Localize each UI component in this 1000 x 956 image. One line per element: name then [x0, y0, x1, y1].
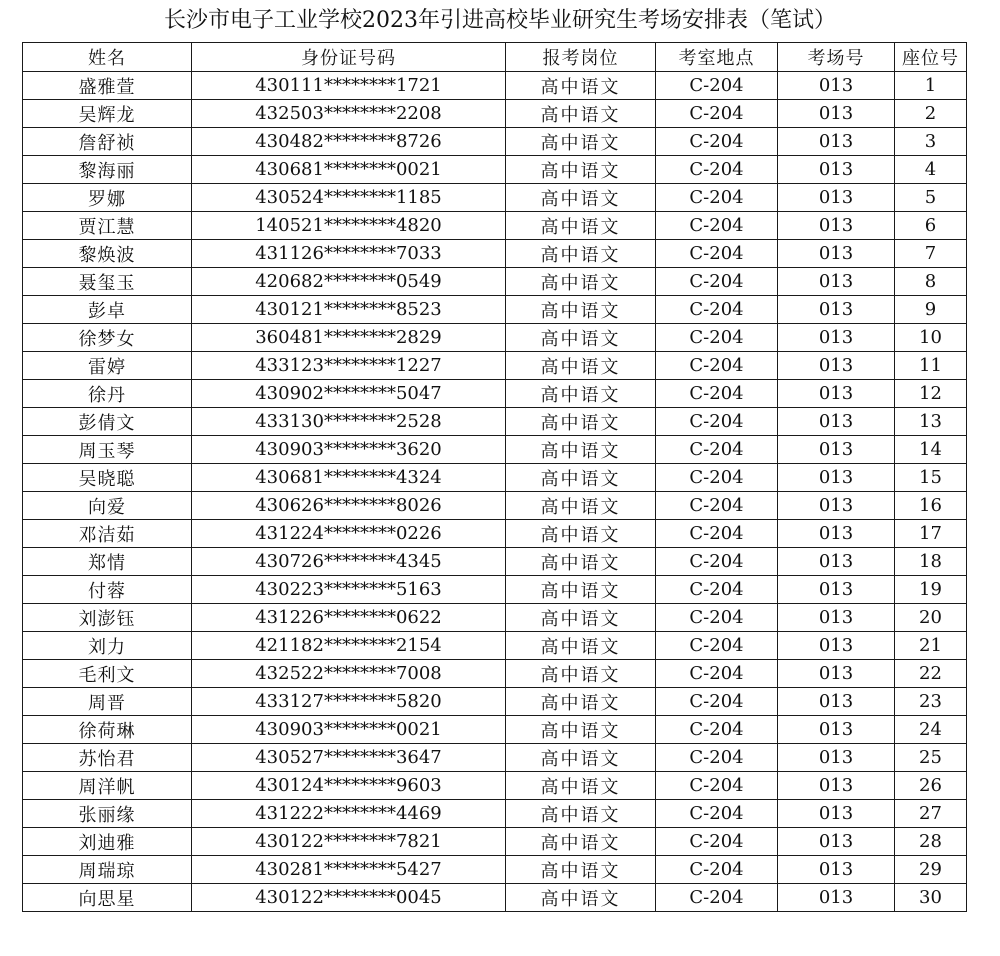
cell-room-location: C-204 — [656, 772, 778, 800]
cell-session-number: 013 — [778, 464, 895, 492]
cell-id-number: 420682********0549 — [192, 268, 506, 296]
cell-position: 高中语文 — [506, 324, 656, 352]
cell-position: 高中语文 — [506, 72, 656, 100]
cell-session-number: 013 — [778, 716, 895, 744]
cell-name: 付蓉 — [23, 576, 192, 604]
page-title: 长沙市电子工业学校2023年引进高校毕业研究生考场安排表（笔试） — [164, 8, 836, 33]
cell-seat-number: 9 — [895, 296, 967, 324]
cell-seat-number: 17 — [895, 520, 967, 548]
table-row — [23, 268, 967, 296]
cell-session-number: 013 — [778, 688, 895, 716]
cell-session-number: 013 — [778, 856, 895, 884]
cell-session-number: 013 — [778, 324, 895, 352]
cell-name: 毛利文 — [23, 660, 192, 688]
table-row — [23, 100, 967, 128]
table-body — [23, 72, 967, 912]
cell-seat-number: 10 — [895, 324, 967, 352]
column-header-room-location: 考室地点 — [656, 43, 778, 72]
cell-id-number: 431224********0226 — [192, 520, 506, 548]
cell-name: 徐荷琳 — [23, 716, 192, 744]
cell-session-number: 013 — [778, 296, 895, 324]
column-header-position: 报考岗位 — [506, 43, 656, 72]
cell-id-number: 430111********1721 — [192, 72, 506, 100]
cell-room-location: C-204 — [656, 716, 778, 744]
table-row — [23, 128, 967, 156]
cell-seat-number: 4 — [895, 156, 967, 184]
cell-position: 高中语文 — [506, 464, 656, 492]
cell-room-location: C-204 — [656, 800, 778, 828]
table-row — [23, 464, 967, 492]
table-row — [23, 352, 967, 380]
cell-id-number: 431222********4469 — [192, 800, 506, 828]
cell-id-number: 421182********2154 — [192, 632, 506, 660]
cell-session-number: 013 — [778, 156, 895, 184]
cell-name: 向爱 — [23, 492, 192, 520]
cell-position: 高中语文 — [506, 156, 656, 184]
cell-position: 高中语文 — [506, 800, 656, 828]
cell-session-number: 013 — [778, 660, 895, 688]
cell-seat-number: 26 — [895, 772, 967, 800]
cell-room-location: C-204 — [656, 576, 778, 604]
cell-room-location: C-204 — [656, 828, 778, 856]
cell-room-location: C-204 — [656, 884, 778, 912]
cell-room-location: C-204 — [656, 604, 778, 632]
cell-id-number: 430527********3647 — [192, 744, 506, 772]
cell-room-location: C-204 — [656, 156, 778, 184]
cell-seat-number: 18 — [895, 548, 967, 576]
cell-name: 刘迪雅 — [23, 828, 192, 856]
cell-position: 高中语文 — [506, 212, 656, 240]
table-row — [23, 240, 967, 268]
table-row — [23, 380, 967, 408]
cell-session-number: 013 — [778, 744, 895, 772]
cell-position: 高中语文 — [506, 772, 656, 800]
cell-seat-number: 30 — [895, 884, 967, 912]
cell-name: 聂玺玉 — [23, 268, 192, 296]
cell-room-location: C-204 — [656, 240, 778, 268]
cell-id-number: 432522********7008 — [192, 660, 506, 688]
cell-seat-number: 12 — [895, 380, 967, 408]
cell-position: 高中语文 — [506, 436, 656, 464]
cell-id-number: 430122********7821 — [192, 828, 506, 856]
cell-seat-number: 16 — [895, 492, 967, 520]
cell-seat-number: 5 — [895, 184, 967, 212]
table-row — [23, 772, 967, 800]
cell-session-number: 013 — [778, 436, 895, 464]
table-row — [23, 436, 967, 464]
cell-name: 向思星 — [23, 884, 192, 912]
table-row — [23, 548, 967, 576]
cell-room-location: C-204 — [656, 100, 778, 128]
cell-id-number: 430903********3620 — [192, 436, 506, 464]
cell-id-number: 430902********5047 — [192, 380, 506, 408]
cell-seat-number: 27 — [895, 800, 967, 828]
cell-session-number: 013 — [778, 884, 895, 912]
cell-id-number: 433127********5820 — [192, 688, 506, 716]
cell-position: 高中语文 — [506, 520, 656, 548]
cell-id-number: 431226********0622 — [192, 604, 506, 632]
cell-room-location: C-204 — [656, 72, 778, 100]
table-row — [23, 744, 967, 772]
cell-session-number: 013 — [778, 520, 895, 548]
cell-position: 高中语文 — [506, 828, 656, 856]
cell-id-number: 431126********7033 — [192, 240, 506, 268]
cell-id-number: 430681********4324 — [192, 464, 506, 492]
cell-name: 詹舒祯 — [23, 128, 192, 156]
cell-position: 高中语文 — [506, 548, 656, 576]
cell-room-location: C-204 — [656, 380, 778, 408]
cell-session-number: 013 — [778, 408, 895, 436]
cell-room-location: C-204 — [656, 744, 778, 772]
cell-id-number: 430681********0021 — [192, 156, 506, 184]
cell-id-number: 430726********4345 — [192, 548, 506, 576]
cell-name: 彭卓 — [23, 296, 192, 324]
cell-name: 周瑞琼 — [23, 856, 192, 884]
cell-name: 盛雅萱 — [23, 72, 192, 100]
cell-name: 吴辉龙 — [23, 100, 192, 128]
cell-id-number: 430121********8523 — [192, 296, 506, 324]
cell-seat-number: 19 — [895, 576, 967, 604]
table-row — [23, 800, 967, 828]
cell-seat-number: 14 — [895, 436, 967, 464]
table-row — [23, 492, 967, 520]
cell-position: 高中语文 — [506, 716, 656, 744]
cell-seat-number: 7 — [895, 240, 967, 268]
cell-room-location: C-204 — [656, 632, 778, 660]
cell-name: 苏怡君 — [23, 744, 192, 772]
cell-room-location: C-204 — [656, 128, 778, 156]
cell-room-location: C-204 — [656, 688, 778, 716]
cell-position: 高中语文 — [506, 268, 656, 296]
cell-session-number: 013 — [778, 72, 895, 100]
cell-room-location: C-204 — [656, 436, 778, 464]
cell-session-number: 013 — [778, 128, 895, 156]
cell-position: 高中语文 — [506, 492, 656, 520]
cell-seat-number: 23 — [895, 688, 967, 716]
cell-room-location: C-204 — [656, 548, 778, 576]
cell-seat-number: 11 — [895, 352, 967, 380]
cell-seat-number: 28 — [895, 828, 967, 856]
cell-position: 高中语文 — [506, 380, 656, 408]
cell-id-number: 140521********4820 — [192, 212, 506, 240]
cell-name: 黎焕波 — [23, 240, 192, 268]
cell-room-location: C-204 — [656, 184, 778, 212]
table-row — [23, 828, 967, 856]
cell-id-number: 433123********1227 — [192, 352, 506, 380]
cell-id-number: 430223********5163 — [192, 576, 506, 604]
table-row — [23, 184, 967, 212]
cell-seat-number: 6 — [895, 212, 967, 240]
cell-position: 高中语文 — [506, 856, 656, 884]
cell-session-number: 013 — [778, 604, 895, 632]
cell-seat-number: 29 — [895, 856, 967, 884]
cell-id-number: 430524********1185 — [192, 184, 506, 212]
cell-seat-number: 15 — [895, 464, 967, 492]
cell-position: 高中语文 — [506, 296, 656, 324]
cell-session-number: 013 — [778, 632, 895, 660]
table-header-row — [23, 43, 967, 72]
cell-session-number: 013 — [778, 268, 895, 296]
cell-seat-number: 2 — [895, 100, 967, 128]
cell-id-number: 433130********2528 — [192, 408, 506, 436]
column-header-id-number: 身份证号码 — [192, 43, 506, 72]
table-row — [23, 520, 967, 548]
cell-id-number: 430122********0045 — [192, 884, 506, 912]
cell-name: 徐梦女 — [23, 324, 192, 352]
exam-arrangement-table — [22, 42, 967, 912]
table-row — [23, 408, 967, 436]
column-header-session-number: 考场号 — [778, 43, 895, 72]
cell-session-number: 013 — [778, 576, 895, 604]
cell-name: 徐丹 — [23, 380, 192, 408]
cell-name: 刘澎钰 — [23, 604, 192, 632]
cell-seat-number: 21 — [895, 632, 967, 660]
cell-position: 高中语文 — [506, 660, 656, 688]
table-row — [23, 72, 967, 100]
cell-position: 高中语文 — [506, 744, 656, 772]
cell-id-number: 432503********2208 — [192, 100, 506, 128]
cell-position: 高中语文 — [506, 604, 656, 632]
cell-room-location: C-204 — [656, 520, 778, 548]
cell-position: 高中语文 — [506, 128, 656, 156]
cell-name: 周洋帆 — [23, 772, 192, 800]
table-row — [23, 576, 967, 604]
table-row — [23, 688, 967, 716]
cell-id-number: 430124********9603 — [192, 772, 506, 800]
cell-name: 彭倩文 — [23, 408, 192, 436]
cell-room-location: C-204 — [656, 268, 778, 296]
cell-position: 高中语文 — [506, 100, 656, 128]
table-row — [23, 324, 967, 352]
table-row — [23, 660, 967, 688]
cell-name: 邓洁茹 — [23, 520, 192, 548]
cell-name: 罗娜 — [23, 184, 192, 212]
cell-position: 高中语文 — [506, 408, 656, 436]
cell-session-number: 013 — [778, 800, 895, 828]
cell-room-location: C-204 — [656, 408, 778, 436]
cell-name: 周玉琴 — [23, 436, 192, 464]
cell-position: 高中语文 — [506, 352, 656, 380]
table-row — [23, 856, 967, 884]
cell-name: 周晋 — [23, 688, 192, 716]
cell-room-location: C-204 — [656, 296, 778, 324]
cell-position: 高中语文 — [506, 240, 656, 268]
cell-seat-number: 13 — [895, 408, 967, 436]
cell-name: 刘力 — [23, 632, 192, 660]
cell-position: 高中语文 — [506, 632, 656, 660]
cell-session-number: 013 — [778, 184, 895, 212]
cell-session-number: 013 — [778, 772, 895, 800]
cell-session-number: 013 — [778, 828, 895, 856]
cell-room-location: C-204 — [656, 464, 778, 492]
cell-session-number: 013 — [778, 212, 895, 240]
cell-position: 高中语文 — [506, 688, 656, 716]
cell-room-location: C-204 — [656, 212, 778, 240]
cell-room-location: C-204 — [656, 324, 778, 352]
column-header-seat-number: 座位号 — [895, 43, 967, 72]
column-header-name: 姓名 — [23, 43, 192, 72]
table-row — [23, 716, 967, 744]
cell-session-number: 013 — [778, 240, 895, 268]
cell-id-number: 430903********0021 — [192, 716, 506, 744]
cell-seat-number: 3 — [895, 128, 967, 156]
cell-room-location: C-204 — [656, 352, 778, 380]
table-row — [23, 212, 967, 240]
cell-session-number: 013 — [778, 492, 895, 520]
cell-room-location: C-204 — [656, 856, 778, 884]
table-row — [23, 296, 967, 324]
cell-seat-number: 8 — [895, 268, 967, 296]
cell-seat-number: 24 — [895, 716, 967, 744]
cell-name: 张丽缘 — [23, 800, 192, 828]
table-row — [23, 604, 967, 632]
cell-session-number: 013 — [778, 100, 895, 128]
cell-name: 贾江慧 — [23, 212, 192, 240]
cell-seat-number: 25 — [895, 744, 967, 772]
cell-position: 高中语文 — [506, 576, 656, 604]
cell-session-number: 013 — [778, 352, 895, 380]
cell-name: 郑情 — [23, 548, 192, 576]
table-row — [23, 884, 967, 912]
cell-session-number: 013 — [778, 380, 895, 408]
cell-name: 雷婷 — [23, 352, 192, 380]
cell-id-number: 430281********5427 — [192, 856, 506, 884]
cell-id-number: 430482********8726 — [192, 128, 506, 156]
cell-room-location: C-204 — [656, 492, 778, 520]
cell-position: 高中语文 — [506, 884, 656, 912]
cell-seat-number: 1 — [895, 72, 967, 100]
cell-session-number: 013 — [778, 548, 895, 576]
cell-id-number: 360481********2829 — [192, 324, 506, 352]
cell-position: 高中语文 — [506, 184, 656, 212]
cell-seat-number: 20 — [895, 604, 967, 632]
table-row — [23, 156, 967, 184]
cell-room-location: C-204 — [656, 660, 778, 688]
cell-seat-number: 22 — [895, 660, 967, 688]
cell-name: 黎海丽 — [23, 156, 192, 184]
table-row — [23, 632, 967, 660]
cell-id-number: 430626********8026 — [192, 492, 506, 520]
cell-name: 吴晓聪 — [23, 464, 192, 492]
